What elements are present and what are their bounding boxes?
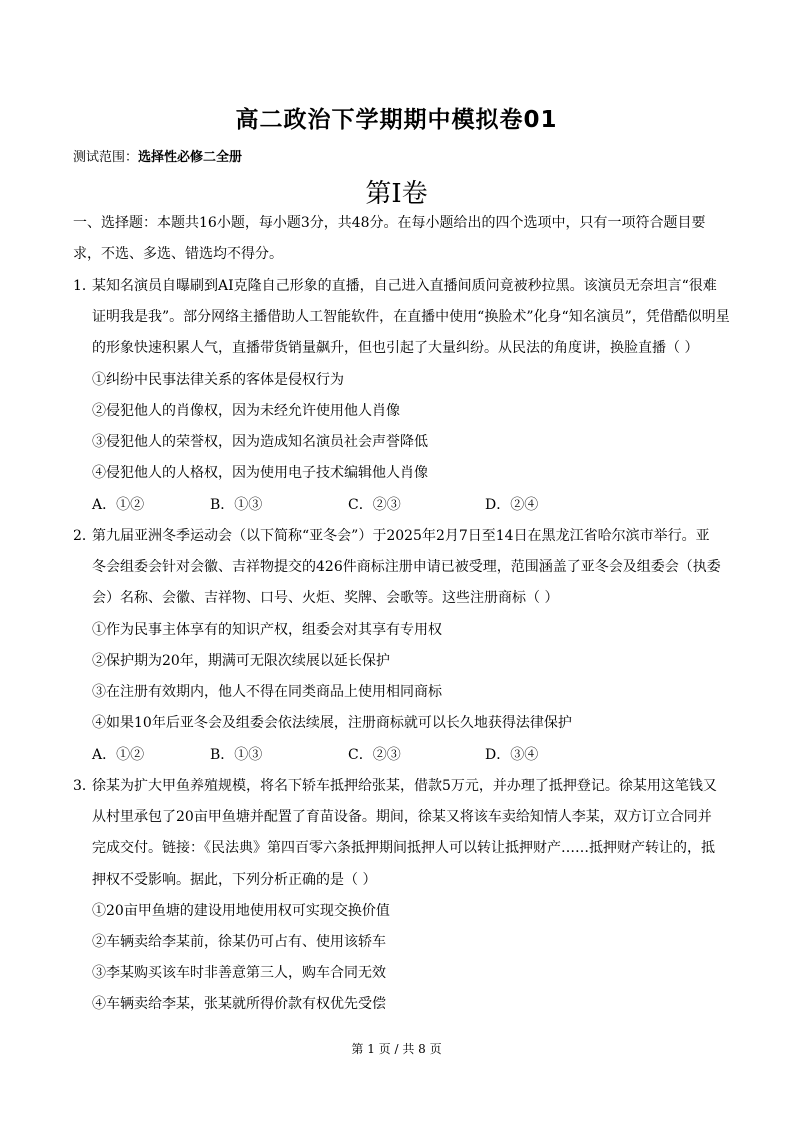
exam-title: 高二政治下学期期中模拟卷01 (235, 107, 558, 133)
question-2-statement-3: ③在注册有效期内，他人不得在同类商品上使用相同商标 (92, 684, 442, 700)
question-2-option-b[interactable]: B．①③ (210, 747, 263, 763)
question-1-stem-line1: 某知名演员自曝刷到AI克隆自己形象的直播，自己进入直播间质问竟被秒拉黑。该演员无奈坦言“很难 (92, 278, 717, 294)
test-scope (73, 146, 242, 165)
question-2-stem-line2: 冬会组委会针对会徽、吉祥物提交的426件商标注册申请已被受理，范围涵盖了亚冬会及组委会（执委 (92, 559, 721, 575)
question-1-statement-4: ④侵犯他人的人格权，因为使用电子技术编辑他人肖像 (92, 465, 428, 481)
question-1-option-c[interactable]: C．②③ (348, 497, 401, 513)
question-3-stem-line1: 徐某为扩大甲鱼养殖规模，将名下轿车抵押给张某，借款5万元，并办理了抵押登记。徐某用这笔钱又 (92, 778, 717, 794)
question-3-statement-3: ③李某购买该车时非善意第三人，购车合同无效 (92, 965, 386, 981)
question-1-option-d[interactable]: D．②④ (485, 497, 539, 513)
question-1-option-b[interactable]: B．①③ (210, 497, 263, 513)
test-scope-value: 选择性必修二全册 (138, 150, 243, 165)
question-3-statement-1: ①20亩甲鱼塘的建设用地使用权可实现交换价值 (92, 903, 390, 919)
question-3-stem-line3: 完成交付。链接：《民法典》第四百零六条抵押期间抵押人可以转让抵押财产……抵押财产转让的，抵 (92, 840, 715, 856)
question-1-number: 1． (73, 278, 96, 294)
test-scope-label: 测试范围： (73, 150, 139, 165)
question-3-statement-4: ④车辆卖给李某，张某就所得价款有权优先受偿 (92, 996, 386, 1012)
question-1-statement-2: ②侵犯他人的肖像权，因为未经允许使用他人肖像 (92, 403, 400, 419)
question-1-option-a[interactable]: A．①② (92, 497, 145, 513)
section-instructions-line2: 求，不选、多选、错选均不得分。 (73, 246, 283, 262)
page-footer: 第 1 页 / 共 8 页 (351, 1042, 442, 1056)
question-2-number: 2． (73, 528, 96, 544)
question-2-stem-line1: 第九届亚洲冬季运动会（以下简称“亚冬会”）于2025年2月7日至14日在黑龙江省哈尔滨市举行。亚 (92, 528, 710, 544)
question-3-stem-line2: 从村里承包了20亩甲鱼塘并配置了育苗设备。期间，徐某又将该车卖给知情人李某，双方订立合同并 (92, 809, 712, 825)
question-2-statement-4: ④如果10年后亚冬会及组委会依法续展，注册商标就可以长久地获得法律保护 (92, 715, 572, 731)
question-2-option-d[interactable]: D．③④ (485, 747, 539, 763)
question-2-statement-1: ①作为民事主体享有的知识产权，组委会对其享有专用权 (92, 622, 442, 638)
question-3-number: 3． (73, 778, 96, 794)
question-1-stem-line2: 证明我是我”。部分网络主播借助人工智能软件，在直播中使用“换脸术”化身“知名演员”，凭借酷似明星 (92, 309, 730, 325)
volume-title: 第I卷 (365, 179, 428, 209)
section-instructions-line1: 一、选择题：本题共16小题，每小题3分，共48分。在每小题给出的四个选项中，只有一项符合题目要 (73, 215, 706, 231)
question-1-stem-line3: 的形象快速积累人气，直播带货销量飙升，但也引起了大量纠纷。从民法的角度讲，换脸直播（ ） (92, 340, 699, 356)
question-1-statement-1: ①纠纷中民事法律关系的客体是侵权行为 (92, 372, 344, 388)
question-2-option-a[interactable]: A．①② (92, 747, 145, 763)
question-3-stem-line4: 押权不受影响。据此，下列分析正确的是（ ） (92, 872, 377, 888)
question-2-option-c[interactable]: C．②③ (348, 747, 401, 763)
question-3-statement-2: ②车辆卖给李某前，徐某仍可占有、使用该轿车 (92, 934, 386, 950)
question-2-stem-line3: 会）名称、会徽、吉祥物、口号、火炬、奖牌、会歌等。这些注册商标（ ） (92, 590, 559, 606)
question-2-statement-2: ②保护期为20年，期满可无限次续展以延长保护 (92, 653, 390, 669)
question-1-statement-3: ③侵犯他人的荣誉权，因为造成知名演员社会声誉降低 (92, 434, 428, 450)
